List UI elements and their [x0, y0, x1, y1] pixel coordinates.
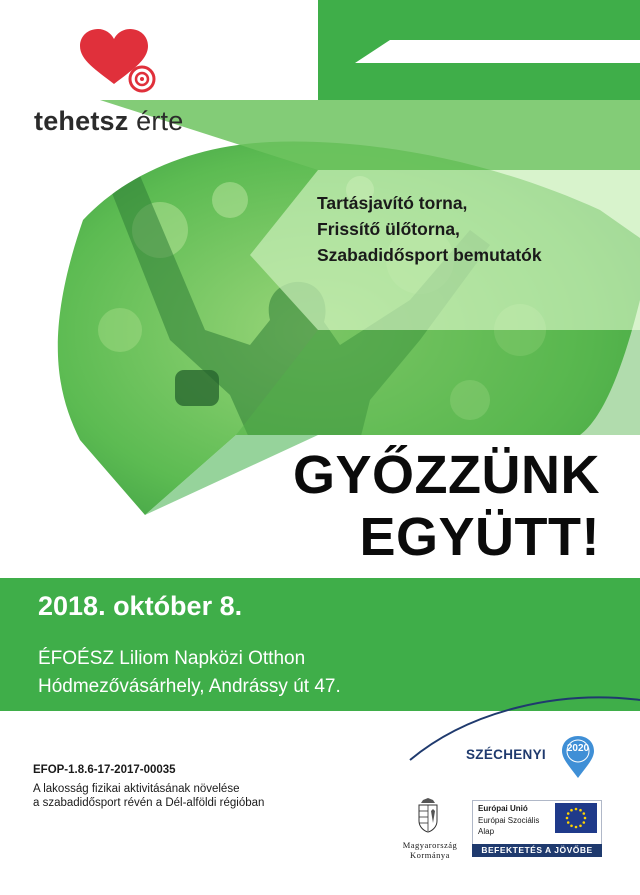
brand-word-1: tehetsz — [34, 106, 129, 136]
szechenyi-label: SZÉCHENYI — [466, 747, 546, 762]
invest-banner: BEFEKTETÉS A JÖVŐBE — [472, 844, 602, 857]
top-green-band — [318, 0, 640, 100]
government-line-1: Magyarország — [402, 840, 458, 850]
project-description-2: a szabadidősport révén a Dél-alföldi régióban — [33, 797, 265, 809]
government-label — [388, 840, 472, 860]
eu-label-3: Alap — [478, 827, 495, 836]
activity-item: Szabadidősport bemutatók — [317, 245, 542, 265]
eu-label-2: Európai Szociális — [478, 816, 540, 825]
headline-line-2: EGYÜTT! — [359, 507, 600, 567]
venue-name: ÉFOÉSZ Liliom Napközi Otthon — [38, 648, 306, 669]
project-code: EFOP-1.8.6-17-2017-00035 — [33, 764, 176, 776]
headline-line-1: GYŐZZÜNK — [293, 445, 600, 505]
hungarian-crest-icon — [417, 797, 439, 833]
brand-word-2: érte — [136, 106, 184, 136]
szechenyi-year: 2020 — [566, 743, 590, 754]
venue-address: Hódmezővásárhely, Andrássy út 47. — [38, 676, 341, 697]
eu-flag-icon — [555, 803, 597, 833]
heart-target-icon — [80, 29, 154, 91]
event-date: 2018. október 8. — [38, 591, 243, 621]
activity-item: Frissítő ülőtorna, — [317, 219, 460, 239]
brand-logo-text — [34, 106, 183, 137]
activities-list — [317, 190, 542, 268]
government-line-2: Kormánya — [410, 850, 450, 860]
eu-label-1: Európai Unió — [478, 804, 528, 813]
szechenyi-pin-icon — [560, 735, 596, 779]
activity-item: Tartásjavító torna, — [317, 193, 468, 213]
project-description-1: A lakosság fizikai aktivitásának növelése — [33, 783, 240, 795]
